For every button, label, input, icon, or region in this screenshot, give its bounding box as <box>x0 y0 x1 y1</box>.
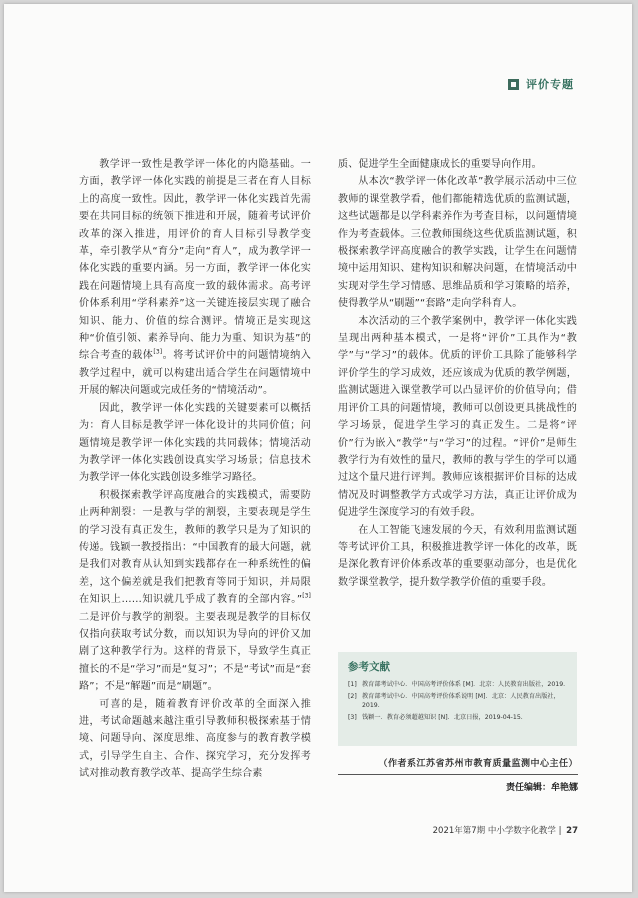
editor-credit: 责任编辑：牟艳娜 <box>505 783 578 793</box>
reference-item: [1] 教育部考试中心．中国高考评价体系 [M]．北京：人民教育出版社，2019. <box>348 681 566 688</box>
page-number: 27 <box>566 826 578 836</box>
references-title: 参考文献 <box>348 661 390 673</box>
paragraph: 因此，教学评一体化实践的关键要素可以概括为：育人目标是教学评一体化设计的共同价值；问题情境是教学评一体化实践的共同载体；情境活动为教学评一体化实践创设真实学习场景；信息技术为教学评一体化实践创设多维学习路径。 <box>79 402 311 484</box>
paragraph: 可喜的是，随着教育评价改革的全面深入推进，考试命题越来越注重引导教师积极探索基于情境、问题导向、深度思维、高度参与的教育教学模式，引导学生自主、合作、探究学习，充分发挥考试对推动教育教学改革、提高学生综合素 <box>79 698 311 780</box>
footer-issue: 2021年第7期 中小学数字化教学 | <box>432 826 562 836</box>
section-label: 评价专题 <box>526 78 574 91</box>
section-tag <box>508 76 574 92</box>
page <box>4 4 632 892</box>
paragraph: 积极探索教学评高度融合的实践模式，需要防止两种割裂：一是教与学的割裂，主要表现是学生的学习没有真正发生，教师的教学只是为了知识的传递。钱颖一教授指出：“中国教育的最大问题，就是我们对教育从认知到实践都存在一种系统性的偏差，这个偏差就是我们把教育等同于知识，并局限在知识上……知识就几乎成了教育的全部内容。”[3]二是评价与教学的割裂。主要表现是教学的目标仅仅指向获取考试分数，而以知识为导向的评价又加剧了这种教学行为。这样的背景下，导致学生真正擅长的不是“学习”而是“复习”；不是“考试”而是“套路”；不是“解题”而是“刷题”。 <box>79 489 311 693</box>
section-square-icon <box>508 79 519 90</box>
paragraph: 从本次“教学评一体化改革”教学展示活动中三位教师的课堂教学看，他们都能精选优质的监测试题，这些试题都是以学科素养作为考查目标，以问题情境作为考查载体。三位教师围绕这些优质监测试题，积极探索教学评高度融合的教学实践，让学生在问题情境中运用知识、建构知识和解决问题，在情境活动中实现对学生学习情感、思维品质和学习策略的培养，使得教学从“刷题”“套路”走向学科育人。 <box>338 176 577 310</box>
left-column <box>79 156 311 783</box>
paragraph: 质、促进学生全面健康成长的重要导向作用。 <box>338 159 542 170</box>
paragraph: 在人工智能飞速发展的今天，有效利用监测试题等考试评价工具，积极推进教学评一体化的改革，既是深化教育评价体系改革的重要驱动部分，也是优化数学课堂教学，提升数学教学价值的重要手段。 <box>338 524 577 588</box>
reference-item: [3] 钱颖一．教育必须超越知识 [N]．北京日报，2019-04-15. <box>348 713 523 721</box>
divider <box>338 774 578 775</box>
paragraph: 本次活动的三个教学案例中，教学评一体化实践呈现出两种基本模式，一是将“评价”工具作为“教学”与“学习”的载体。优质的评价工具除了能够科学评价学生的学习成效，还应该成为优质的教学例题，监测试题进入课堂教学可以凸显评价的价值导向；借用评价工具的问题情境，教师可以创设更具挑战性的学习场景，促进学生学习的真正发生。二是将“评价”行为嵌入“教学”与“学习”的过程。“评价”是师生教学行为有效性的量尺，教师的教与学生的学可以通过这个量尺进行评判。教师应该根据评价目标的达成情况及时调整教学方式或学习方法，真正让评价成为促进学生深度学习的有效手段。 <box>338 315 577 519</box>
right-column <box>338 156 577 591</box>
author-note: （作者系江苏省苏州市教育质量监测中心主任） <box>378 759 578 769</box>
reference-item: [2] 教育部考试中心．中国高考评价体系说明 [M]．北京：人民教育出版社，2019. <box>348 692 560 710</box>
citation: [3] <box>153 349 163 357</box>
page-footer <box>404 824 578 836</box>
paragraph: 教学评一致性是教学评一体化的内隐基础。一方面，教学评一体化实践的前提是三者在育人目标上的高度一致性。因此，教学评一体化实践首先需要在共同目标的统领下推进和开展，随着考试评价改革的深入推进，用评价的育人目标引导教学变革，牵引教学从“育分”走向“育人”，成为教学评一体化实践的重要内涵。另一方面，教学评一体化实践在问题情境上具有高度一致的载体需求。高考评价体系利用“学科素养”这一关键连接层实现了融合知识、能力、价值的综合测评。情境正是实现这种“价值引领、素养导向、能力为重、知识为基”的综合考查的载体[3]。将考试评价中的问题情境纳入教学过程中，就可以构建出适合学生在问题情境中开展的解决问题或完成任务的“情境活动”。 <box>79 159 312 397</box>
citation: [3] <box>302 592 311 600</box>
references-box <box>338 652 577 746</box>
